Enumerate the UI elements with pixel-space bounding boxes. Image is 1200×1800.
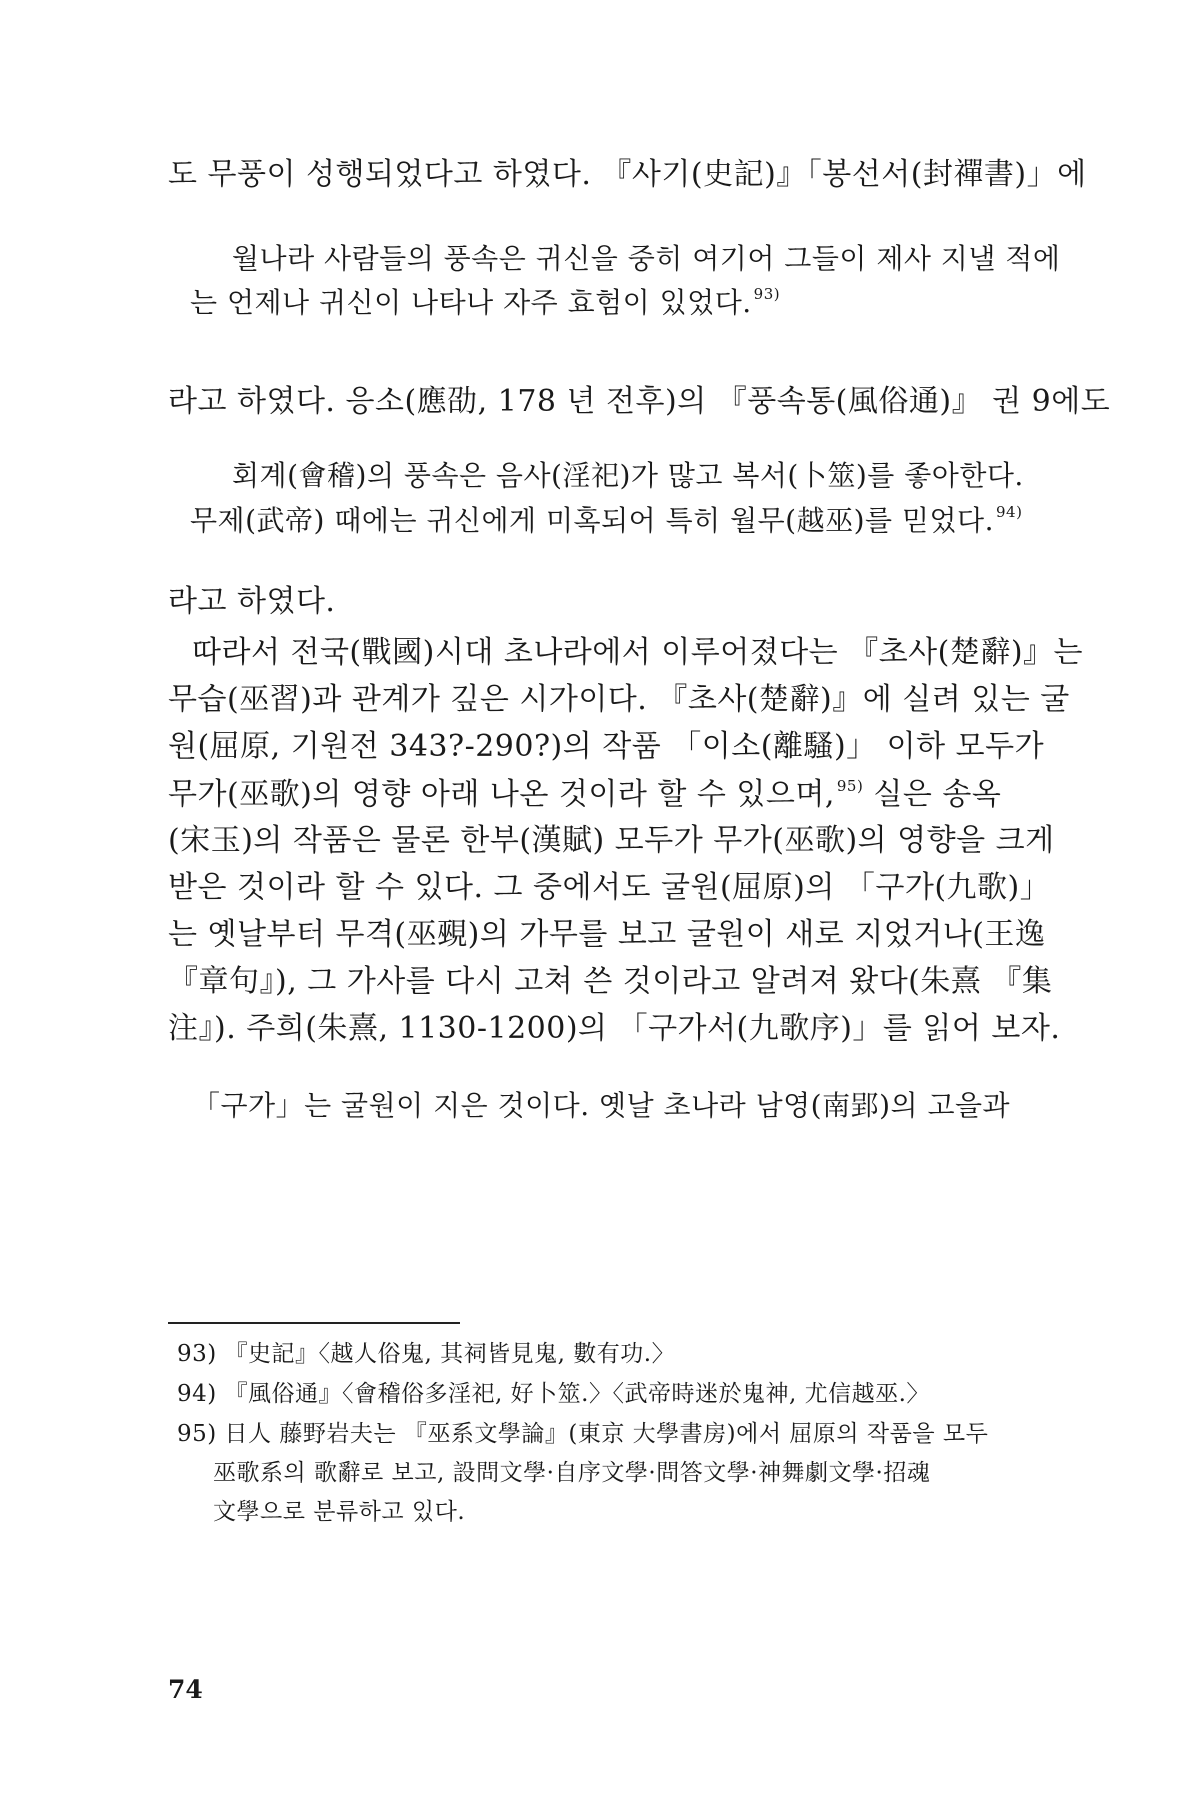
- paragraph-text: 무가(巫歌)의 영향 아래 나온 것이라 할 수 있으며,: [168, 777, 835, 812]
- block-quote-line: 「구가」는 굴원이 지은 것이다. 옛날 초나라 남영(南郢)의 고을과: [192, 1089, 1011, 1122]
- paragraph-line: [168, 779, 1001, 810]
- quote-text: 월나라 사람들의 풍속은 귀신을 중히 여기어 그들이 제사 지낼 적에: [232, 242, 1061, 275]
- quote-text: 는 언제나 귀신이 나타나 자주 효험이 있었다.: [190, 286, 752, 319]
- footnote-ref: 94): [996, 503, 1023, 521]
- body-text-line: 도 무풍이 성행되었다고 하였다. 『사기(史記)』「봉선서(封禪書)」에: [168, 157, 1087, 192]
- paragraph-line: 무습(巫習)과 관계가 깊은 시가이다. 『초사(楚辭)』에 실려 있는 굴: [168, 682, 1070, 717]
- paragraph-line: (宋玉)의 작품은 물론 한부(漢賦) 모두가 무가(巫歌)의 영향을 크게: [168, 823, 1055, 858]
- block-quote-line: [190, 287, 780, 317]
- quote-text: 무제(武帝) 때에는 귀신에게 미혹되어 특히 월무(越巫)를 믿었다.: [190, 504, 995, 537]
- footnote-ref: 95): [836, 777, 864, 795]
- paragraph-line: 따라서 전국(戰國)시대 초나라에서 이루어졌다는 『초사(楚辭)』는: [192, 635, 1084, 670]
- paragraph-line: 는 옛날부터 무격(巫覡)의 가무를 보고 굴원이 새로 지었거나(王逸: [168, 917, 1046, 952]
- paragraph-line: 원(屈原, 기원전 343?-290?)의 작품 「이소(離騷)」 이하 모두가: [168, 729, 1045, 764]
- paragraph-line: 『章句』), 그 가사를 다시 고쳐 쓴 것이라고 알려져 왔다(朱熹 『集: [168, 964, 1053, 999]
- paragraph-line: 注』). 주희(朱熹, 1130-1200)의 「구가서(九歌序)」를 읽어 보자.: [168, 1011, 1061, 1046]
- block-quote-line: [190, 505, 1022, 535]
- body-text-line: 라고 하였다.: [168, 584, 336, 619]
- block-quote-line: [232, 242, 1061, 275]
- quote-text: 회계(會稽)의 풍속은 음사(淫祀)가 많고 복서(卜筮)를 좋아한다.: [232, 459, 1024, 492]
- page-number: 74: [168, 1675, 203, 1704]
- footnote-93: 93) 『史記』〈越人俗鬼, 其祠皆見鬼, 數有功.〉: [177, 1341, 676, 1367]
- footnote-divider: [168, 1322, 460, 1324]
- footnote-95-continued: 巫歌系의 歌辭로 보고, 設問文學·自序文學·問答文學·神舞劇文學·招魂: [213, 1460, 931, 1486]
- block-quote-line: [232, 459, 1024, 492]
- footnote-94: 94) 『風俗通』〈會稽俗多淫祀, 好卜筮.〉〈武帝時迷於鬼神, 尤信越巫.〉: [177, 1381, 930, 1407]
- paragraph-text: 실은 송옥: [873, 777, 1002, 812]
- paragraph-line: 받은 것이라 할 수 있다. 그 중에서도 굴원(屈原)의 「구가(九歌)」: [168, 870, 1051, 905]
- body-text-line: 라고 하였다. 응소(應劭, 178 년 전후)의 『풍속통(風俗通)』 권 9에도: [168, 384, 1111, 419]
- footnote-ref: 93): [753, 285, 781, 303]
- footnote-95: 95) 日人 藤野岩夫는 『巫系文學論』(東京 大學書房)에서 屈原의 작품을 모두: [177, 1421, 989, 1447]
- footnote-95-continued: 文學으로 분류하고 있다.: [213, 1499, 466, 1525]
